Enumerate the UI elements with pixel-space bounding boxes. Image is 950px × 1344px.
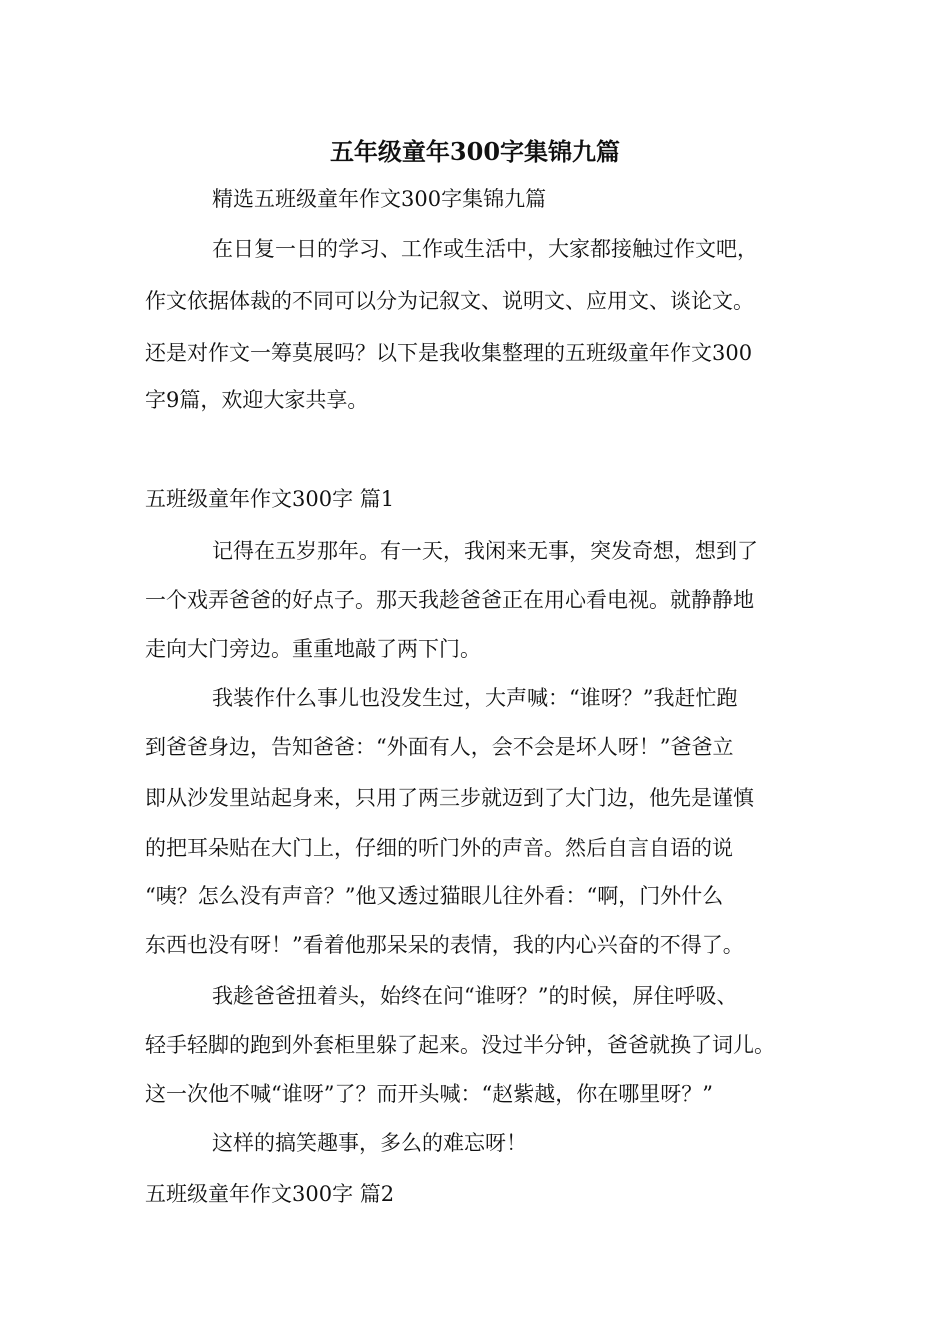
paragraph-line: 到爸爸身边，告知爸爸：“外面有人，会不会是坏人呀！”爸爸立: [145, 735, 734, 759]
paragraph-line: 这样的搞笑趣事，多么的难忘呀！: [212, 1131, 527, 1155]
paragraph-line: 我趁爸爸扭着头，始终在问“谁呀？”的时候，屏住呼吸、: [212, 984, 738, 1008]
paragraph-line: 东西也没有呀！”看着他那呆呆的表情，我的内心兴奋的不得了。: [145, 933, 744, 957]
essay-heading: 五班级童年作文300字 篇1: [145, 487, 395, 511]
paragraph-line: 我装作什么事儿也没发生过，大声喊：“谁呀？”我赶忙跑: [212, 686, 738, 710]
intro-line: 字9篇，欢迎大家共享。: [145, 388, 369, 412]
paragraph-line: 这一次他不喊“谁呀”了？而开头喊：“赵紫越，你在哪里呀？”: [145, 1082, 713, 1106]
paragraph-line: 的把耳朵贴在大门上，仔细的听门外的声音。然后自言自语的说: [145, 836, 733, 860]
intro-line: 在日复一日的学习、工作或生活中，大家都接触过作文吧，: [212, 237, 758, 261]
document-subtitle: 精选五班级童年作文300字集锦九篇: [212, 187, 547, 211]
paragraph-line: 轻手轻脚的跑到外套柜里躲了起来。没过半分钟，爸爸就换了词儿。: [145, 1033, 775, 1057]
document-title: 五年级童年300字集锦九篇: [329, 137, 621, 166]
essay-heading: 五班级童年作文300字 篇2: [145, 1182, 395, 1206]
intro-line: 还是对作文一筹莫展吗？以下是我收集整理的五班级童年作文300: [145, 341, 753, 365]
paragraph-line: “咦？怎么没有声音？”他又透过猫眼儿往外看：“啊，门外什么: [145, 884, 724, 908]
paragraph-line: 走向大门旁边。重重地敲了两下门。: [145, 637, 481, 661]
paragraph-line: 一个戏弄爸爸的好点子。那天我趁爸爸正在用心看电视。就静静地: [145, 588, 754, 612]
paragraph-line: 记得在五岁那年。有一天，我闲来无事，突发奇想，想到了: [212, 539, 758, 563]
intro-line: 作文依据体裁的不同可以分为记叙文、说明文、应用文、谈论文。: [145, 289, 754, 313]
paragraph-line: 即从沙发里站起身来，只用了两三步就迈到了大门边，他先是谨慎: [145, 786, 754, 810]
